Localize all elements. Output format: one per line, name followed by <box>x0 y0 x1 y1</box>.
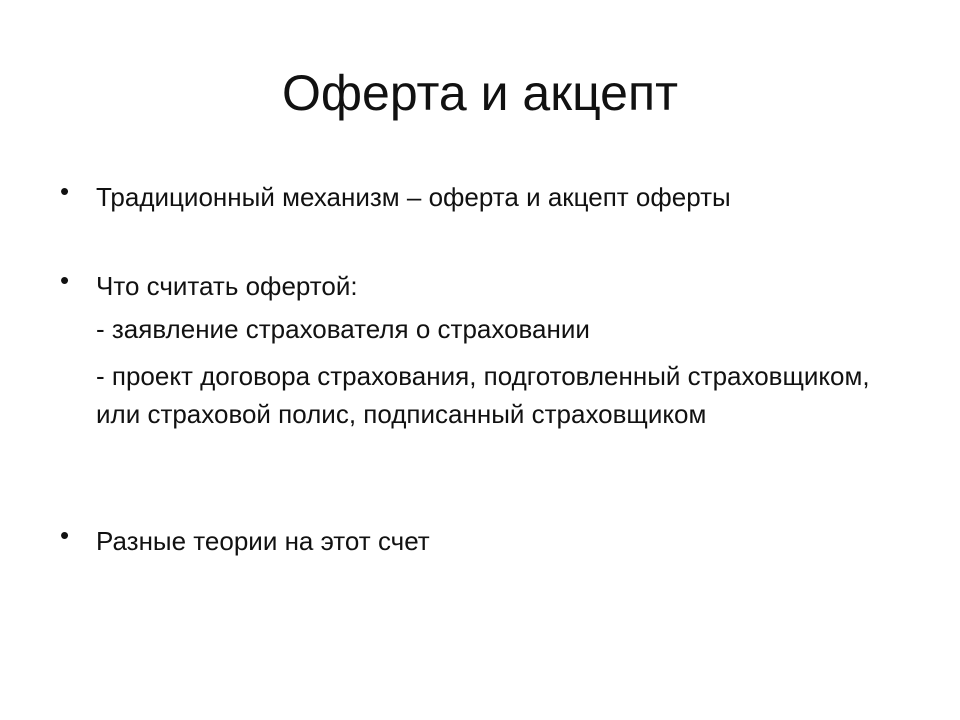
slide-title: Оферта и акцепт <box>282 65 678 121</box>
sub-item: - проект договора страхования, подготовленный страховщиком, или страховой полис, подписанный страховщиком <box>96 361 870 429</box>
bullet-text: Что считать офертой: <box>96 271 358 301</box>
bullet-icon: • <box>60 176 70 206</box>
sub-item: - заявление страхователя о страховании <box>96 314 590 344</box>
bullet-text: Традиционный механизм – оферта и акцепт оферты <box>96 182 731 212</box>
bullet-text: Разные теории на этот счет <box>96 526 430 556</box>
bullet-icon: • <box>60 265 70 295</box>
bullet-icon: • <box>60 520 70 550</box>
